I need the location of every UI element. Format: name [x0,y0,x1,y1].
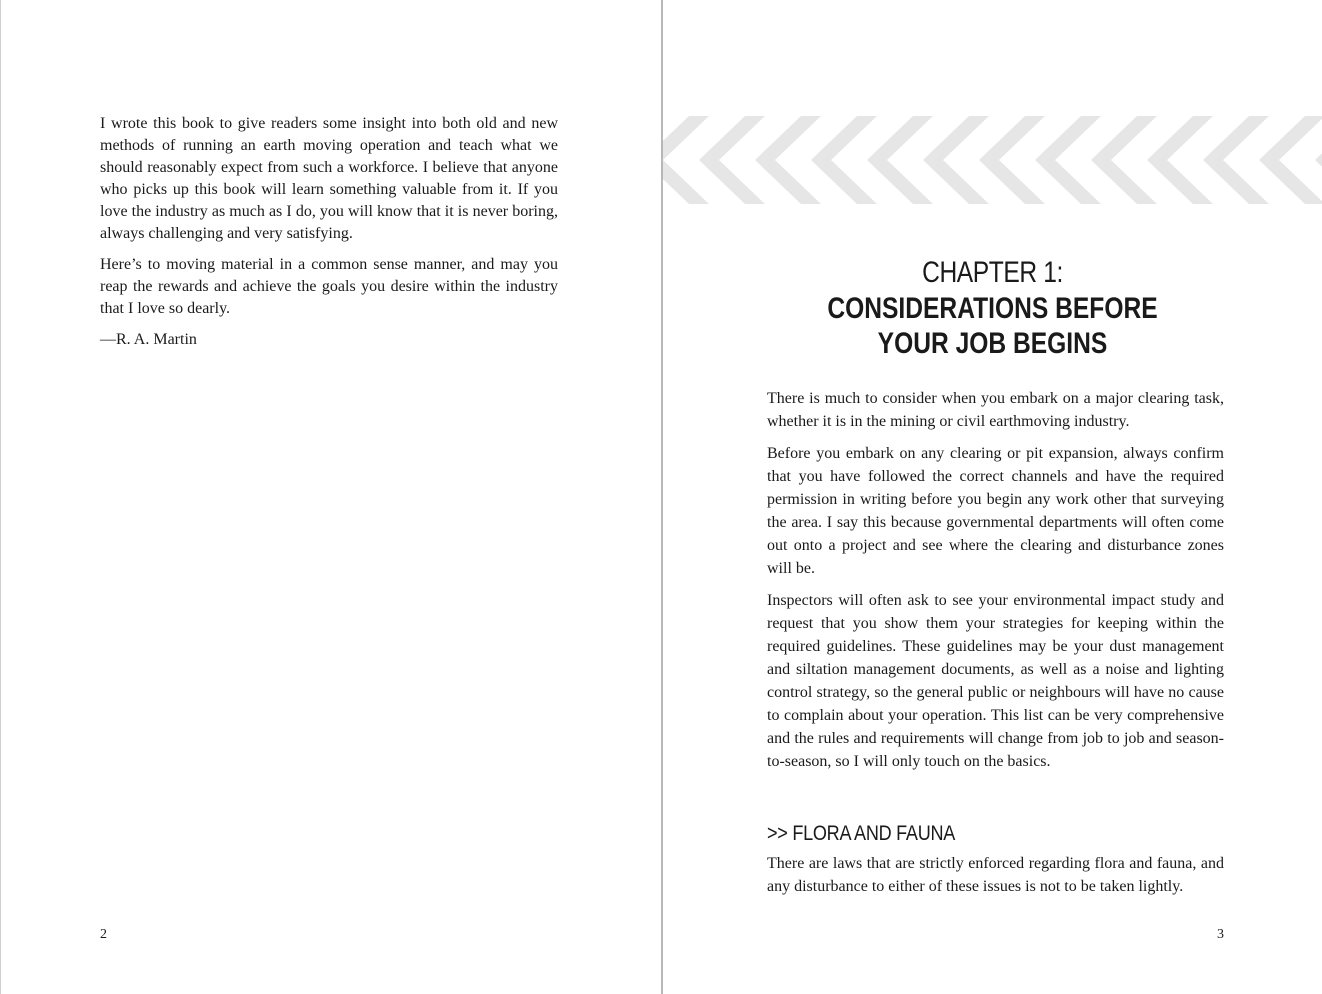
preface-paragraph-1: I wrote this book to give readers some insight into both old and new methods of running an earth moving operation and teach what we should reasonably expect from such a workforce. I believe that anyone who picks up this book will learn something valuable from it. If you love the industry as much as I do, you will know that it is never boring, always challenging and very satisfying. [100,115,558,242]
chapter-body [767,387,1224,782]
chevron-shape [1259,116,1322,204]
author-signature: —R. A. Martin [100,331,197,348]
chapter-title-line-1: CONSIDERATIONS BEFORE [827,292,1158,325]
chevron-decoration [663,116,1322,204]
page-number-left: 2 [100,927,107,942]
chapter-label: CHAPTER 1: [922,256,1063,289]
preface-text [100,113,558,360]
preface-paragraph-2: Here’s to moving material in a common sense manner, and may you reap the rewards and achieve the goals you desire within the industry that I love so dearly. [100,256,558,317]
section-heading-flora-fauna: >> FLORA AND FAUNA [767,822,956,845]
chapter-paragraph-1: There is much to consider when you embark on a major clearing task, whether it is in the mining or civil earthmoving industry. [767,390,1224,430]
section-body [767,852,1224,898]
chapter-title-line-2: YOUR JOB BEGINS [877,327,1108,360]
chapter-paragraph-3: Inspectors will often ask to see your environmental impact study and request that you show them your strategies for keeping within the required guidelines. These guidelines may be your dust management and siltation management documents, as well as a noise and lighting control strategy, so the general public or neighbours will have no cause to complain about your operation. This list can be very comprehensive and the rules and requirements will change from job to job and season-to-season, so I will only touch on the basics. [767,592,1224,770]
chevron-shape [1315,116,1322,204]
page-number-right: 3 [1217,927,1224,942]
section-paragraph: There are laws that are strictly enforced regarding flora and fauna, and any disturbance to either of these issues is not to be taken lightly. [767,855,1224,895]
chapter-paragraph-2: Before you embark on any clearing or pit expansion, always confirm that you have followed the correct channels and have the required permission in writing before you begin any work other that surveying the area. I say this because governmental departments will often come out onto a project and see where the clearing and disturbance zones will be. [767,445,1224,577]
chapter-heading [663,255,1322,361]
right-page [663,0,1322,994]
